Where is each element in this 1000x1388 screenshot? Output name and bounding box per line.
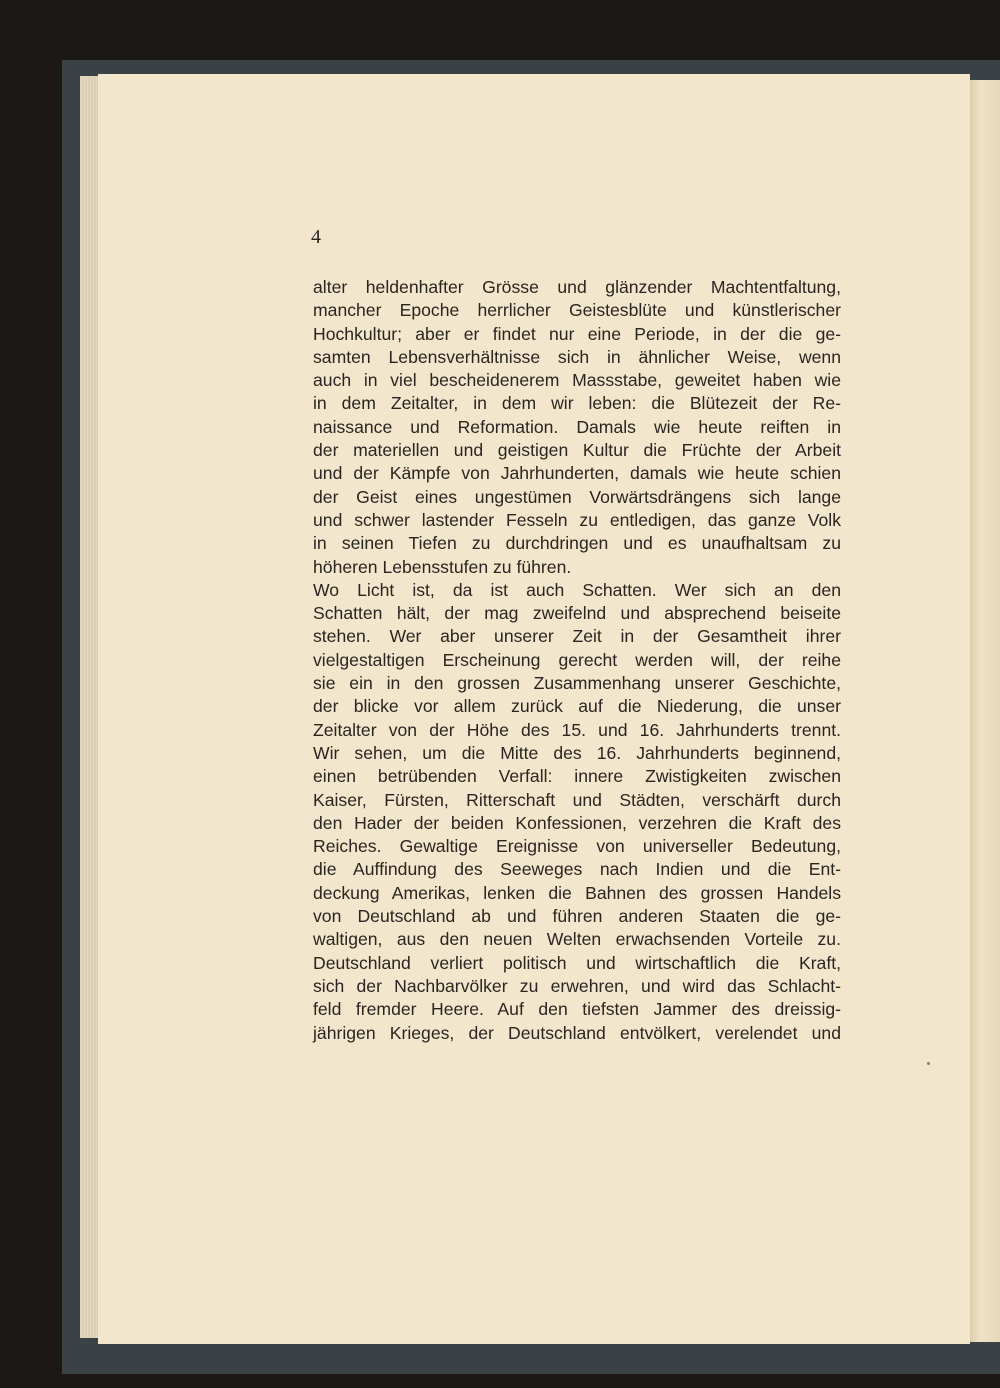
text-line: höheren Lebensstufen zu führen. [313, 556, 572, 577]
text-line: Wir sehen, um die Mitte des 16. Jahrhunderts beginnend, [313, 742, 841, 763]
page-edges-left [80, 76, 100, 1338]
text-line: Deutschland verliert politisch und wirtschaftlich die Kraft, [313, 952, 841, 973]
text-line: alter heldenhafter Grösse und glänzender Machtentfaltung, [313, 277, 841, 297]
text-line: Kaiser, Fürsten, Ritterschaft und Städten, verschärft durch [313, 789, 841, 810]
text-line: die Auffindung des Seeweges nach Indien und die Ent- [313, 859, 841, 880]
text-line: von Deutschland ab und führen anderen Staaten die ge- [313, 906, 841, 927]
text-line: samten Lebensverhältnisse sich in ähnlicher Weise, wenn [313, 346, 841, 367]
text-line: feld fremder Heere. Auf den tiefsten Jammer des dreissig- [313, 999, 841, 1020]
text-line: Zeitalter von der Höhe des 15. und 16. Jahrhunderts trennt. [313, 719, 841, 740]
page-edges-right [968, 80, 1000, 1342]
text-line: Wo Licht ist, da ist auch Schatten. Wer sich an den [313, 579, 841, 600]
text-line: jährigen Krieges, der Deutschland entvölkert, verelendet und [313, 1022, 841, 1043]
text-line: den Hader der beiden Konfessionen, verzehren die Kraft des [313, 812, 841, 833]
text-line: naissance und Reformation. Damals wie heute reiften in [313, 416, 841, 437]
text-line: deckung Amerikas, lenken die Bahnen des grossen Handels [313, 882, 841, 903]
text-line: Hochkultur; aber er findet nur eine Periode, in der die ge- [313, 323, 841, 344]
text-line: stehen. Wer aber unserer Zeit in der Gesamtheit ihrer [313, 626, 841, 647]
text-line: sich der Nachbarvölker zu erwehren, und wird das Schlacht- [313, 975, 841, 996]
text-line: der Geist eines ungestümen Vorwärtsdrängens sich lange [313, 486, 841, 507]
text-line: und schwer lastender Fesseln zu entledigen, das ganze Volk [313, 509, 841, 530]
text-line: der blicke vor allem zurück auf die Niederung, die unser [313, 696, 841, 717]
body-text [313, 276, 841, 1045]
text-line: einen betrübenden Verfall: innere Zwistigkeiten zwischen [313, 766, 841, 787]
text-line: sie ein in den grossen Zusammenhang unserer Geschichte, [313, 673, 841, 694]
text-line: Schatten hält, der mag zweifelnd und absprechend beiseite [313, 603, 841, 624]
paper-speck [927, 1062, 930, 1065]
text-line: waltigen, aus den neuen Welten erwachsenden Vorteile zu. [313, 929, 841, 950]
text-line: vielgestaltigen Erscheinung gerecht werden will, der reihe [313, 649, 841, 670]
page-number: 4 [311, 226, 321, 248]
text-line: in dem Zeitalter, in dem wir leben: die Blütezeit der Re- [313, 393, 841, 414]
text-line: in seinen Tiefen zu durchdringen und es unaufhaltsam zu [313, 533, 841, 554]
text-line: der materiellen und geistigen Kultur die Früchte der Arbeit [313, 440, 841, 461]
text-line: auch in viel bescheidenerem Massstabe, geweitet haben wie [313, 370, 841, 391]
text-line: mancher Epoche herrlicher Geistesblüte und künstlerischer [313, 300, 841, 321]
text-line: Reiches. Gewaltige Ereignisse von universeller Bedeutung, [313, 836, 841, 857]
text-line: und der Kämpfe von Jahrhunderten, damals wie heute schien [313, 463, 841, 484]
